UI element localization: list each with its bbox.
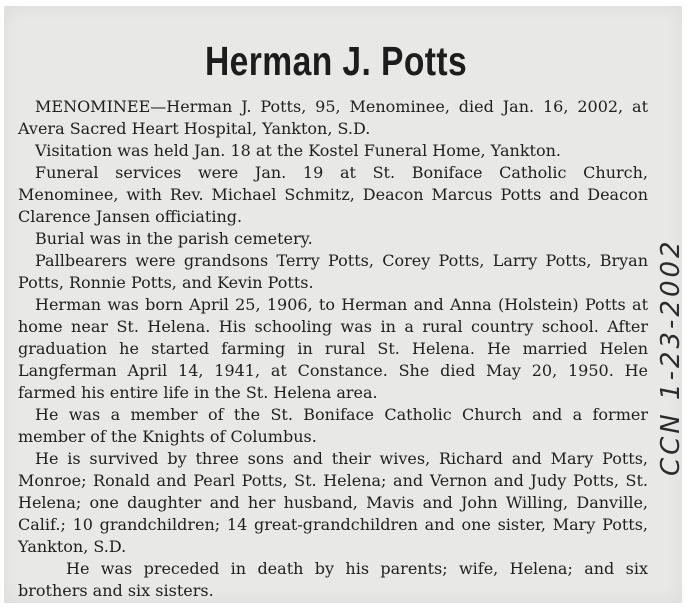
handwritten-date-note: CCN 1-23-2002 bbox=[656, 238, 686, 476]
paragraph-memberships: He was a member of the St. Boniface Catholic Church and a former member of the Knights of Columbus. bbox=[18, 405, 648, 446]
paragraph-biography: Herman was born April 25, 1906, to Herman and Anna (Holstein) Potts at home near St. Helena. His schooling was in a rural country school. After graduation he started farming in rural St. Helena. He married Helen Langferman April 14, 1941, at Constance. She died May 20, 1950. He farmed his entire life in the St. Helena area. bbox=[18, 295, 648, 402]
paragraph-funeral-services: Funeral services were Jan. 19 at St. Boniface Catholic Church, Menominee, with Rev. Michael Schmitz, Deacon Marcus Potts and Deacon Clarence Jansen officiating. bbox=[18, 163, 648, 226]
newspaper-clipping bbox=[4, 6, 686, 603]
paragraph-death-notice: MENOMINEE—Herman J. Potts, 95, Menominee, died Jan. 16, 2002, at Avera Sacred Heart Hospital, Yankton, S.D. bbox=[18, 97, 648, 138]
paragraph-visitation: Visitation was held Jan. 18 at the Kostel Funeral Home, Yankton. bbox=[35, 141, 561, 160]
paragraph-preceded-in-death: He was preceded in death by his parents; wife, Helena; and six brothers and six sisters. bbox=[18, 559, 648, 600]
paragraph-burial: Burial was in the parish cemetery. bbox=[35, 229, 313, 248]
obituary-headline: Herman J. Potts bbox=[204, 38, 468, 84]
obituary-body bbox=[18, 96, 648, 602]
paragraph-survivors: He is survived by three sons and their wives, Richard and Mary Potts, Monroe; Ronald and Pearl Potts, St. Helena; and Vernon and Judy Potts, St. Helena; one daughter and her husband, Mavis and John Willing, Danville, Calif.; 10 grandchildren; 14 great-grandchildren and one sister, Mary Potts, Yankton, S.D. bbox=[18, 449, 648, 556]
paragraph-pallbearers: Pallbearers were grandsons Terry Potts, Corey Potts, Larry Potts, Bryan Potts, Ronnie Potts, and Kevin Potts. bbox=[18, 251, 648, 292]
